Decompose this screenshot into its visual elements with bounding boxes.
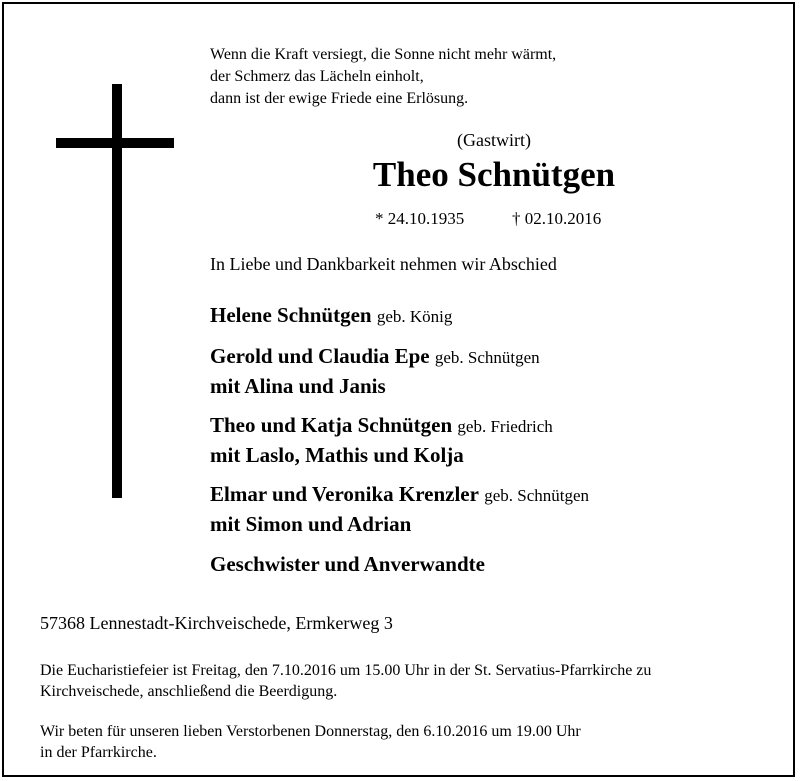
poem-line: dann ist der ewige Friede eine Erlösung.: [210, 90, 469, 107]
service-line: Die Eucharistiefeier ist Freitag, den 7.10.2016 um 15.00 Uhr in der St. Servatius-Pfarrkirche zu: [40, 662, 652, 679]
service-line: Kirchveischede, anschließend die Beerdigung.: [40, 683, 338, 700]
mourner-name: Gerold und Claudia Epe: [210, 344, 430, 368]
mourner-entry: [210, 480, 589, 538]
mourner-nee: geb. Friedrich: [457, 417, 553, 436]
mourner-children: mit Simon und Adrian: [210, 512, 412, 536]
mourner-entry: [210, 301, 589, 331]
mourners-list: [210, 301, 589, 549]
poem-line: der Schmerz das Lächeln einholt,: [210, 68, 424, 85]
mourner-name: Theo und Katja Schnütgen: [210, 413, 453, 437]
prayer-info: [40, 721, 581, 763]
death-date: † 02.10.2016: [512, 209, 602, 228]
mourner-entry: [210, 411, 589, 469]
mourner-children: mit Alina und Janis: [210, 374, 386, 398]
relatives-text: Geschwister und Anverwandte: [210, 552, 485, 576]
deceased-name: Theo Schnütgen: [372, 155, 616, 194]
birth-date: * 24.10.1935: [375, 209, 465, 228]
mourner-nee: geb. Schnütgen: [434, 348, 540, 367]
service-info: [40, 660, 651, 702]
mourner-entry: [210, 342, 589, 400]
prayer-line: Wir beten für unseren lieben Verstorbenen Donnerstag, den 6.10.2016 um 19.00 Uhr: [40, 723, 581, 740]
address: 57368 Lennestadt-Kirchveischede, Ermkerweg 3: [40, 613, 393, 633]
poem: [210, 44, 556, 110]
obituary-notice: [2, 2, 795, 777]
mourner-children: mit Laslo, Mathis und Kolja: [210, 443, 464, 467]
mourner-name: Helene Schnütgen: [210, 303, 372, 327]
mourner-nee: geb. König: [376, 307, 453, 326]
farewell-text: In Liebe und Dankbarkeit nehmen wir Abschied: [210, 254, 557, 274]
deceased-occupation: (Gastwirt): [457, 130, 531, 150]
prayer-line: in der Pfarrkirche.: [40, 744, 157, 761]
mourner-nee: geb. Schnütgen: [484, 486, 590, 505]
poem-line: Wenn die Kraft versiegt, die Sonne nicht mehr wärmt,: [210, 46, 557, 63]
mourner-name: Elmar und Veronika Krenzler: [210, 482, 479, 506]
